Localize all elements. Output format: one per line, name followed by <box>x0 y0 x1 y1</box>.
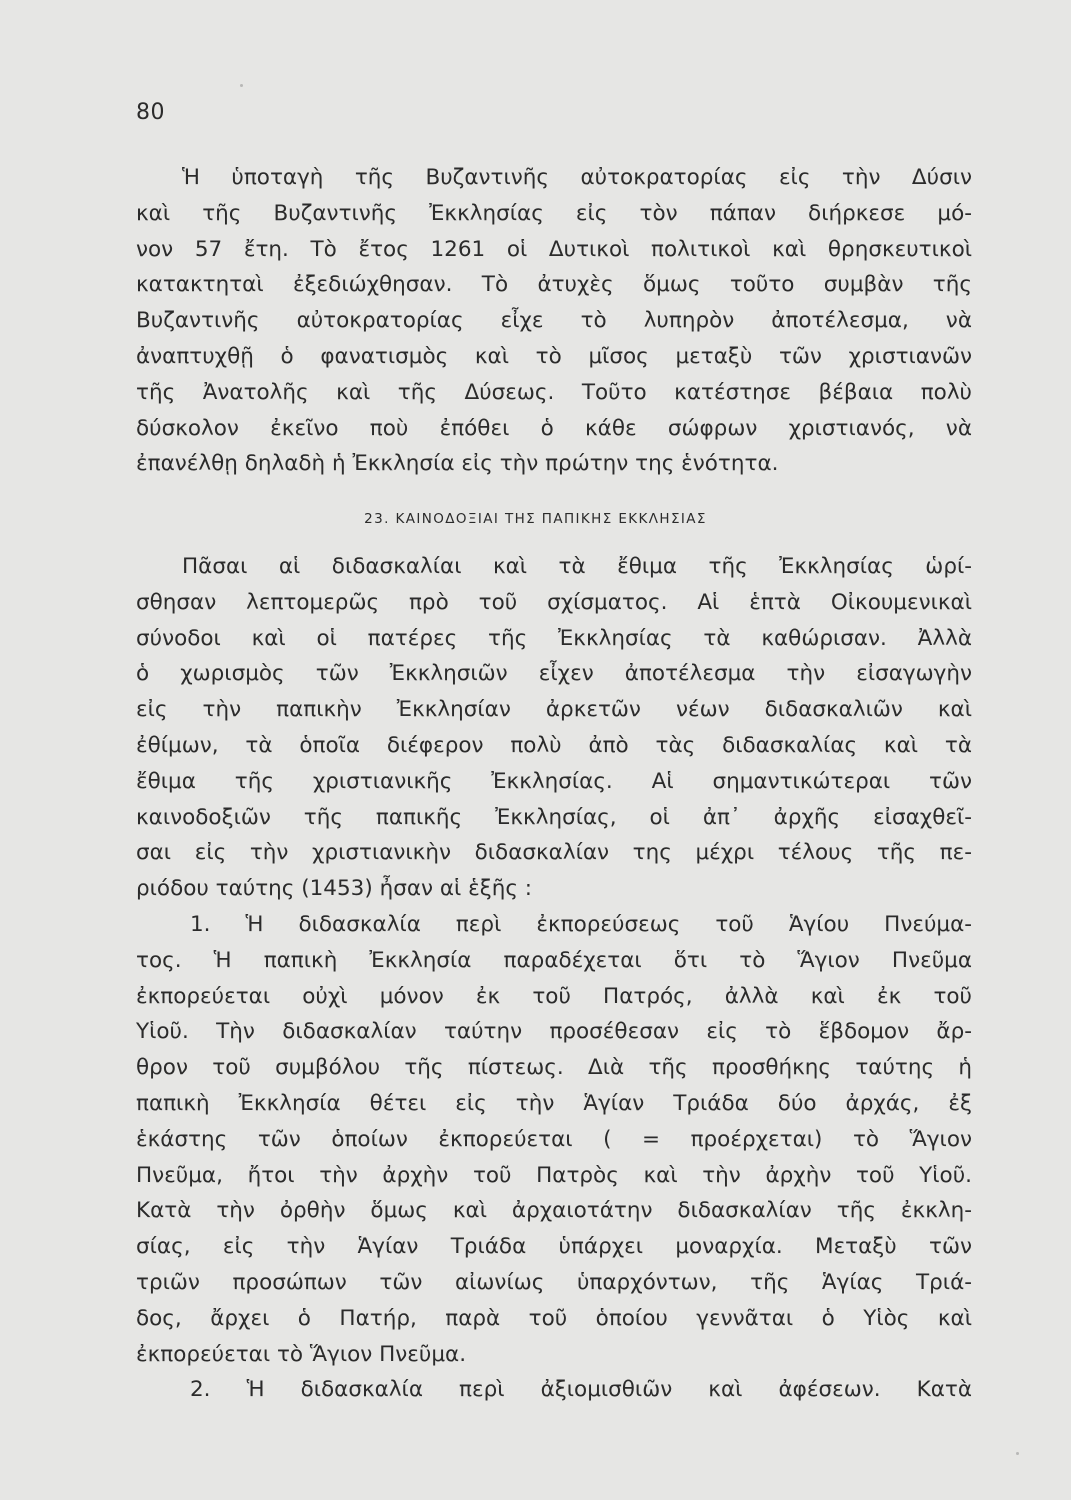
text-line: καινοδοξιῶν τῆς παπικῆς Ἐκκλησίας, οἱ ἀπ᾽ ἀρχῆς εἰσαχθεῖ- <box>136 804 972 830</box>
text-line: τῆς Ἀνατολῆς καὶ τῆς Δύσεως. Τοῦτο κατέστησε βέβαια πολὺ <box>136 379 972 405</box>
text-line: θρον τοῦ συμβόλου τῆς πίστεως. Διὰ τῆς προσθήκης ταύτης ἡ <box>136 1055 972 1081</box>
text-line: κατακτηταὶ ἐξεδιώχθησαν. Τὸ ἀτυχὲς ὅμως τοῦτο συμβὰν τῆς <box>136 272 972 298</box>
text-line: σαι εἰς τὴν χριστιανικὴν διδασκαλίαν της μέχρι τέλους τῆς πε- <box>136 840 972 866</box>
paper-speck <box>1016 1452 1019 1455</box>
text-line: τριῶν προσώπων τῶν αἰωνίως ὑπαρχόντων, τῆς Ἁγίας Τριά- <box>136 1269 972 1295</box>
text-line: ἀναπτυχθῇ ὁ φανατισμὸς καὶ τὸ μῖσος μεταξὺ τῶν χριστιανῶν <box>136 343 972 369</box>
text-line: νον 57 ἔτη. Τὸ ἔτος 1261 οἱ Δυτικοὶ πολιτικοὶ καὶ θρησκευτικοὶ <box>136 236 972 262</box>
text-line: ἐκπορεύεται οὐχὶ μόνον ἐκ τοῦ Πατρός, ἀλλὰ καὶ ἐκ τοῦ <box>136 983 972 1009</box>
text-line: δος, ἄρχει ὁ Πατήρ, παρὰ τοῦ ὁποίου γεννᾶται ὁ Υἱὸς καὶ <box>136 1305 972 1331</box>
text-line: ἐθίμων, τὰ ὁποῖα διέφερον πολὺ ἀπὸ τὰς διδασκαλίας καὶ τὰ <box>136 732 972 758</box>
text-line: 1. Ἡ διδασκαλία περὶ ἐκπορεύσεως τοῦ Ἁγίου Πνεύμα- <box>190 911 972 937</box>
text-line: παπικὴ Ἐκκλησία θέτει εἰς τὴν Ἁγίαν Τριάδα δύο ἀρχάς, ἐξ <box>136 1090 972 1116</box>
text-line: ἑκάστης τῶν ὁποίων ἐκπορεύεται ( = προέρχεται) τὸ Ἅγιον <box>136 1126 972 1152</box>
text-line: δύσκολον ἐκεῖνο ποὺ ἐπόθει ὁ κάθε σώφρων χριστιανός, νὰ <box>136 415 972 441</box>
page-number: 80 <box>136 100 165 125</box>
list-item-merits-indulgences <box>136 1372 972 1408</box>
text-line: σθησαν λεπτομερῶς πρὸ τοῦ σχίσματος. Αἱ ἑπτὰ Οἰκουμενικαὶ <box>136 589 972 615</box>
list-item-filioque <box>136 907 972 1372</box>
text-line: καὶ τῆς Βυζαντινῆς Ἐκκλησίας εἰς τὸν πάπαν διήρκεσε μό- <box>136 200 972 226</box>
text-line: ὁ χωρισμὸς τῶν Ἐκκλησιῶν εἶχεν ἀποτέλεσμα τὴν εἰσαγωγὴν <box>136 661 972 687</box>
text-line: σίας, εἰς τὴν Ἁγίαν Τριάδα ὑπάρχει μοναρχία. Μεταξὺ τῶν <box>136 1234 972 1260</box>
text-line: Ἡ ὑποταγὴ τῆς Βυζαντινῆς αὐτοκρατορίας εἰς τὴν Δύσιν <box>182 165 972 190</box>
text-line: Κατὰ τὴν ὀρθὴν ὅμως καὶ ἀρχαιοτάτην διδασκαλίαν τῆς ἐκκλη- <box>136 1198 972 1224</box>
text-line: ἐπανέλθῃ δηλαδὴ ἡ Ἐκκλησία εἰς τὴν πρώτην της ἑνότητα. <box>136 451 779 477</box>
text-line: ἐκπορεύεται τὸ Ἅγιον Πνεῦμα. <box>136 1341 467 1367</box>
text-line: Πνεῦμα, ἤτοι τὴν ἀρχὴν τοῦ Πατρὸς καὶ τὴν ἀρχὴν τοῦ Υἱοῦ. <box>136 1162 972 1188</box>
text-line: εἰς τὴν παπικὴν Ἐκκλησίαν ἀρκετῶν νέων διδασκαλιῶν καὶ <box>136 697 972 723</box>
section-body <box>136 549 972 1408</box>
text-line: σύνοδοι καὶ οἱ πατέρες τῆς Ἐκκλησίας τὰ καθώρισαν. Ἀλλὰ <box>136 625 972 651</box>
paragraph-intro <box>136 549 972 907</box>
paper-speck <box>240 84 243 87</box>
text-line: Πᾶσαι αἱ διδασκαλίαι καὶ τὰ ἔθιμα τῆς Ἐκκλησίας ὡρί- <box>182 554 972 579</box>
text-line: ἔθιμα τῆς χριστιανικῆς Ἐκκλησίας. Αἱ σημαντικώτεραι τῶν <box>136 768 972 794</box>
paragraph-schism-aftermath <box>136 160 972 482</box>
text-line: Υἱοῦ. Τὴν διδασκαλίαν ταύτην προσέθεσαν εἰς τὸ ἕβδομον ἄρ- <box>136 1019 972 1045</box>
text-line: τος. Ἡ παπικὴ Ἐκκλησία παραδέχεται ὅτι τὸ Ἅγιον Πνεῦμα <box>136 947 972 973</box>
section-heading: 23. ΚΑΙΝΟΔΟΞΙΑΙ ΤΗΣ ΠΑΠΙΚΗΣ ΕΚΚΛΗΣΙΑΣ <box>364 511 707 527</box>
text-line: Βυζαντινῆς αὐτοκρατορίας εἶχε τὸ λυπηρὸν ἀποτέλεσμα, νὰ <box>136 308 972 334</box>
text-line: 2. Ἡ διδασκαλία περὶ ἀξιομισθιῶν καὶ ἀφέσεων. Κατὰ <box>190 1377 972 1403</box>
text-line: ριόδου ταύτης (1453) ἦσαν αἱ ἑξῆς : <box>136 876 533 902</box>
